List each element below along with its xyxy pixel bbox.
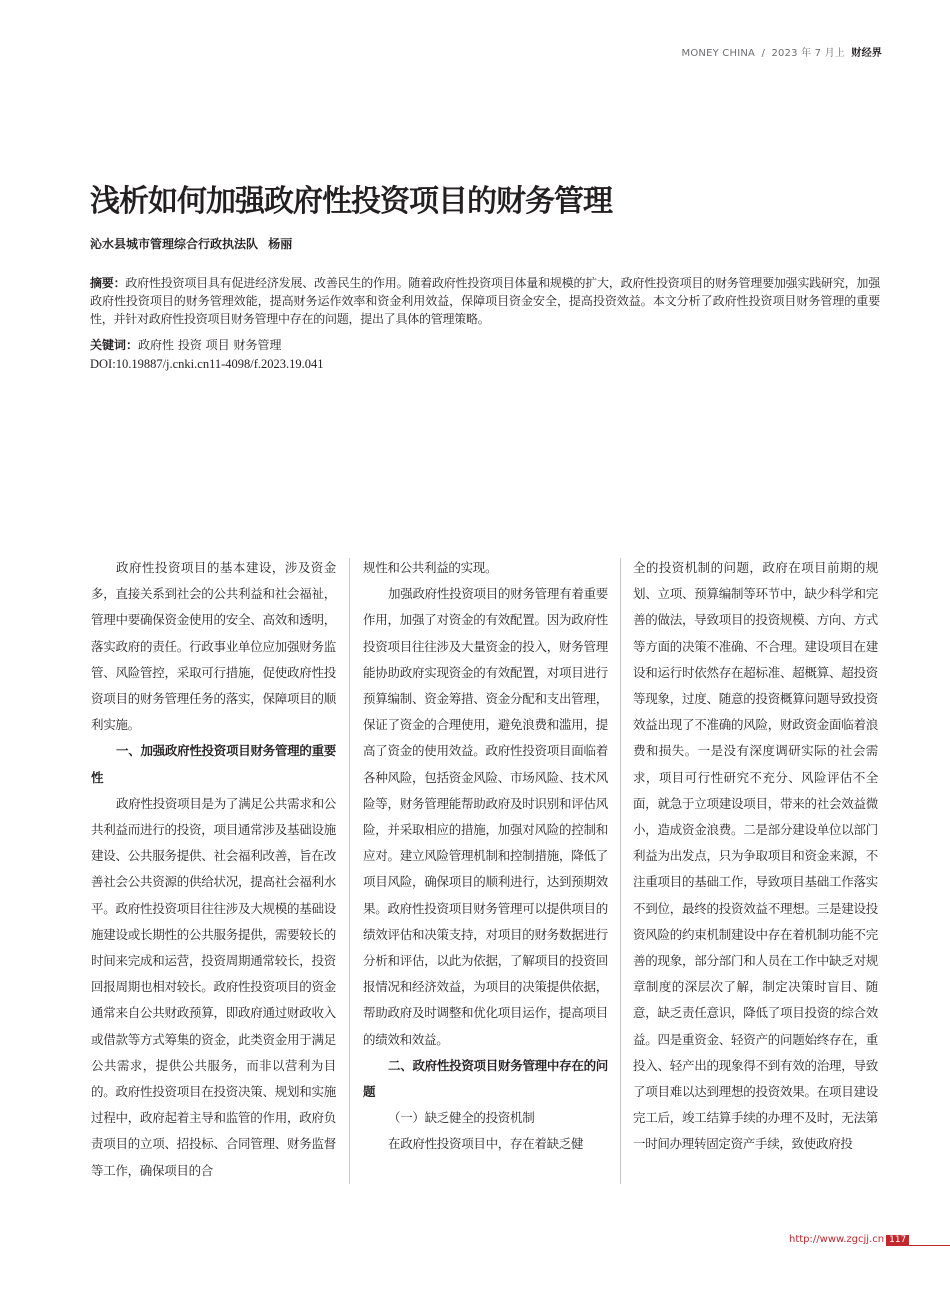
page-number: 117 bbox=[886, 1235, 909, 1246]
author-affiliation: 沁水县城市管理综合行政执法队 bbox=[90, 237, 259, 251]
keywords-label: 关键词： bbox=[90, 338, 139, 352]
subsection-heading: （一）缺乏健全的投资机制 bbox=[388, 1110, 535, 1126]
article-title: 浅析如何加强政府性投资项目的财务管理 bbox=[90, 184, 612, 219]
abstract-text: 政府性投资项目具有促进经济发展、改善民生的作用。随着政府性投资项目体量和规模的扩大，政府性投资项目的财务管理要加强实践研究，加强政府性投资项目的财务管理效能，提高财务运作效率和资金利用效益，保障项目资金安全，提高投资效益。本文分析了政府性投资项目财务管理的重要性，并针对政府性投资项目财务管理中存在的问题，提出了具体的管理策略。 bbox=[90, 276, 880, 326]
keywords bbox=[90, 336, 281, 353]
column-divider bbox=[349, 558, 350, 1184]
section-heading: 二、政府性投资项目财务管理中存在的问题 bbox=[363, 1057, 608, 1100]
section-name: 财经界 bbox=[851, 48, 882, 59]
body-column-1 bbox=[91, 555, 336, 1184]
paragraph: 政府性投资项目的基本建设，涉及资金多，直接关系到社会的公共利益和社会福祉，管理中要确保资金使用的安全、高效和透明，落实政府的责任。行政事业单位应加强财务监管、风险管控，采取可行措施，促使政府性投资项目的财务管理任务的落实，保障项目的顺利实施。 bbox=[91, 560, 336, 733]
page-footer bbox=[789, 1234, 909, 1246]
header-separator: / bbox=[761, 48, 766, 59]
author-line bbox=[90, 235, 292, 252]
column-divider bbox=[620, 558, 621, 1184]
journal-name: MONEY CHINA bbox=[681, 48, 756, 59]
doi: DOI:10.19887/j.cnki.cn11-4098/f.2023.19.041 bbox=[90, 357, 324, 371]
paragraph: 加强政府性投资项目的财务管理有着重要作用，加强了对资金的有效配置。因为政府性投资项目往往涉及大量资金的投入，财务管理能协助政府实现资金的有效配置，对项目进行预算编制、资金筹措、资金分配和支出管理，保证了资金的合理使用，避免浪费和滥用，提高了资金的使用效益。政府性投资项目面临着各种风险，包括资金风险、市场风险、技术风险等，财务管理能帮助政府及时识别和评估风险，并采取相应的措施，加强对风险的控制和应对。建立风险管理机制和控制措施，降低了项目风险，确保项目的顺利进行，达到预期效果。政府性投资项目财务管理可以提供项目的绩效评估和决策支持，对项目的财务数据进行分析和评估，以此为依据，了解项目的投资回报情况和经济效益，为项目的决策提供依据，帮助政府及时调整和优化项目运作，提高项目的绩效和效益。 bbox=[363, 586, 608, 1047]
abstract bbox=[90, 274, 880, 328]
footer-url[interactable]: http://www.zgcjj.cn bbox=[789, 1234, 885, 1245]
body-column-2 bbox=[363, 555, 608, 1158]
body-column-3 bbox=[633, 555, 878, 1158]
paragraph: 政府性投资项目是为了满足公共需求和公共利益而进行的投资，项目通常涉及基础设施建设、公共服务提供、社会福利改善，旨在改善社会公共资源的供给状况，提高社会福利水平。政府性投资项目往往涉及大规模的基础设施建设或长期性的公共服务提供，需要较长的时间来完成和运营，投资周期通常较长，投资回报周期也相对较长。政府性投资项目的资金通常来自公共财政预算，即政府通过财政收入或借款等方式筹集的资金，此类资金用于满足公共需求，提供公共服务，而非以营利为目的。政府性投资项目在投资决策、规划和实施过程中，政府起着主导和监管的作用，政府负责项目的立项、招投标、合同管理、财务监督等工作，确保项目的合 bbox=[91, 795, 336, 1178]
author-name: 杨丽 bbox=[268, 237, 293, 251]
keywords-text: 政府性 投资 项目 财务管理 bbox=[138, 338, 282, 352]
paragraph-continued: 规性和公共利益的实现。 bbox=[363, 560, 498, 575]
paragraph-continued: 全的投资机制的问题，政府在项目前期的规划、立项、预算编制等环节中，缺少科学和完善的做法，导致项目的投资规模、方向、方式等方面的决策不准确、不合理。建设项目在建设和运行时依然存在超标准、超概算、超投资等现象，过度、随意的投资概算问题导致投资效益出现了不准确的风险，财政资金面临着浪费和损失。一是没有深度调研实际的社会需求，项目可行性研究不充分、风险评估不全面，就急于立项建设项目，带来的社会效益微小，造成资金浪费。二是部分建设单位以部门利益为出发点，只为争取项目和资金来源，不注重项目的基础工作，导致项目基础工作落实不到位，最终的投资效益不理想。三是建设投资风险的约束机制建设中存在着机制功能不完善的现象，部分部门和人员在工作中缺乏对规章制度的深层次了解，制定决策时盲目、随意，缺乏责任意识，降低了项目投资的综合效益。四是重资金、轻资产的问题始终存在，重投入、轻产出的现象得不到有效的治理，导致了项目难以达到理想的投资效果。在项目建设完工后，竣工结算手续的办理不及时，无法第一时间办理转固定资产手续，致使政府投 bbox=[633, 560, 878, 1152]
paragraph: 在政府性投资项目中，存在着缺乏健 bbox=[388, 1136, 584, 1152]
footer-rule bbox=[893, 1245, 950, 1246]
running-header bbox=[682, 44, 882, 59]
abstract-label: 摘要： bbox=[90, 276, 126, 290]
section-heading: 一、加强政府性投资项目财务管理的重要性 bbox=[91, 743, 336, 785]
issue-date: 2023 年 7 月上 bbox=[771, 48, 845, 59]
